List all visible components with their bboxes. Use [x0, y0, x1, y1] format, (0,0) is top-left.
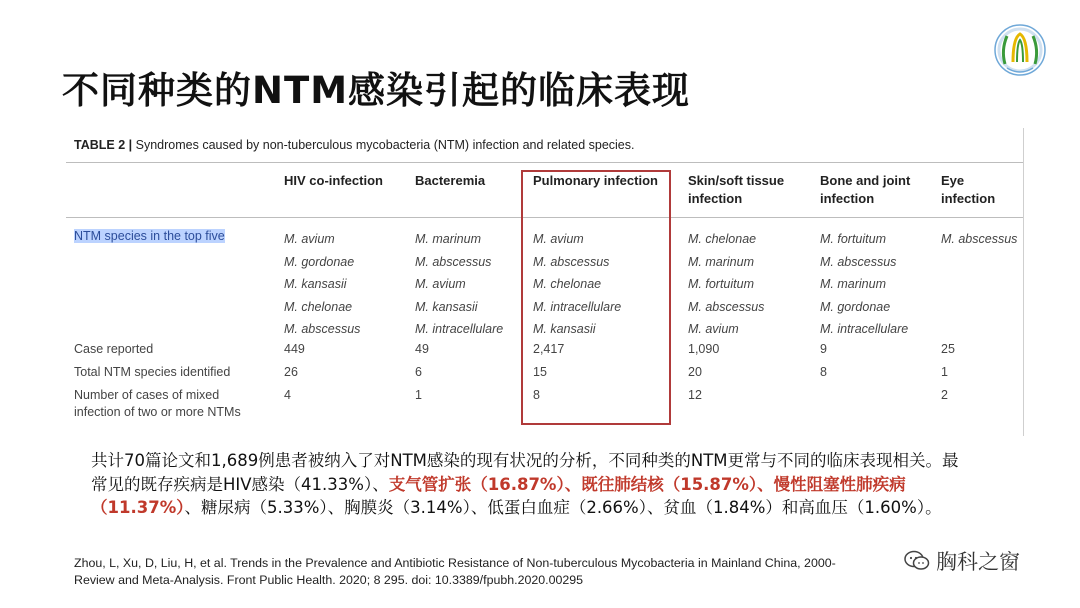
reference-citation: Zhou, L, Xu, D, Liu, H, et al. Trends in the Prevalence and Antibiotic Resistance of Non-tuberculous Mycobacteria in Mainland China, 2000- Review and Meta-Analysis. Front Public Health. 2020; 8 295. doi: 10.3389/fpubh.2020.00295 — [74, 556, 836, 587]
cell-total-hiv: 26 — [284, 365, 298, 379]
cell-cases-bone: 9 — [820, 342, 827, 356]
col-header-eye: Eye infection — [941, 173, 996, 206]
cell-mixed-pulmonary: 8 — [533, 388, 540, 402]
summary-paragraph: 共计70篇论文和1,689例患者被纳入了对NTM感染的现有状况的分析，不同种类的NTM更常与不同的临床表现相关。最常见的既存疾病是HIV感染（41.33%）、支气管扩张（16.87%）、既往肺结核（15.87%）、慢性阻塞性肺疾病（11.37%）、糖尿病（5.33%）、胸膜炎（3.14%）、低蛋白血症（2.66%）、贫血（1.84%）和高血压（1.60%）。 — [91, 451, 959, 517]
species-list-pulmonary: M. avium M. abscessus M. chelonae M. intracellulare M. kansasii — [533, 232, 622, 337]
wechat-icon — [904, 550, 930, 572]
row-label-mixed: Number of cases of mixed infection of two or more NTMs — [74, 388, 241, 419]
cell-total-pulmonary: 15 — [533, 365, 547, 379]
cell-cases-pulmonary: 2,417 — [533, 342, 565, 356]
cell-total-bacteremia: 6 — [415, 365, 422, 379]
syndromes-table — [66, 128, 1024, 436]
species-list-eye: M. abscessus — [941, 232, 1018, 246]
cell-total-bone: 8 — [820, 365, 827, 379]
row-label-total: Total NTM species identified — [74, 365, 231, 379]
cell-mixed-bacteremia: 1 — [415, 388, 422, 402]
cell-total-skin: 20 — [688, 365, 702, 379]
pulmonary-highlight-box — [521, 170, 671, 425]
society-logo — [993, 18, 1047, 88]
cell-mixed-skin: 12 — [688, 388, 702, 402]
page-title: 不同种类的NTM感染引起的临床表现 — [62, 69, 691, 112]
col-header-bacteremia: Bacteremia — [415, 173, 486, 188]
species-list-bone: M. fortuitum M. abscessus M. marinum M. gordonae M. intracellulare — [820, 232, 909, 337]
table-top-rule — [66, 162, 1023, 163]
highlighted-text: NTM species in the top five — [74, 229, 225, 243]
row-label-cases: Case reported — [74, 342, 154, 356]
col-header-pulmonary: Pulmonary infection — [533, 173, 658, 188]
emphasized-text: 支气管扩张（16.87%）、既往肺结核（15.87%）、慢性阻塞性肺疾病（11.37%） — [91, 474, 906, 517]
cell-cases-eye: 25 — [941, 342, 955, 356]
cell-total-eye: 1 — [941, 365, 948, 379]
row-label-species — [74, 228, 225, 245]
col-header-skin: Skin/soft tissue infection — [688, 173, 785, 206]
species-list-hiv: M. avium M. gordonae M. kansasii M. chelonae M. abscessus — [284, 232, 361, 337]
cell-mixed-hiv: 4 — [284, 388, 291, 402]
species-list-skin: M. chelonae M. marinum M. fortuitum M. abscessus M. avium — [688, 232, 765, 337]
col-header-bone: Bone and joint infection — [820, 173, 911, 206]
species-list-bacteremia: M. marinum M. abscessus M. avium M. kansasii M. intracellulare — [415, 232, 504, 337]
cell-cases-hiv: 449 — [284, 342, 305, 356]
cell-mixed-eye: 2 — [941, 388, 948, 402]
cell-cases-skin: 1,090 — [688, 342, 720, 356]
cell-cases-bacteremia: 49 — [415, 342, 429, 356]
watermark: 胸科之窗 — [900, 546, 1026, 576]
col-header-hiv: HIV co-infection — [284, 173, 383, 188]
table-caption: TABLE 2 | Syndromes caused by non-tuberculous mycobacteria (NTM) infection and related species. — [74, 138, 635, 152]
